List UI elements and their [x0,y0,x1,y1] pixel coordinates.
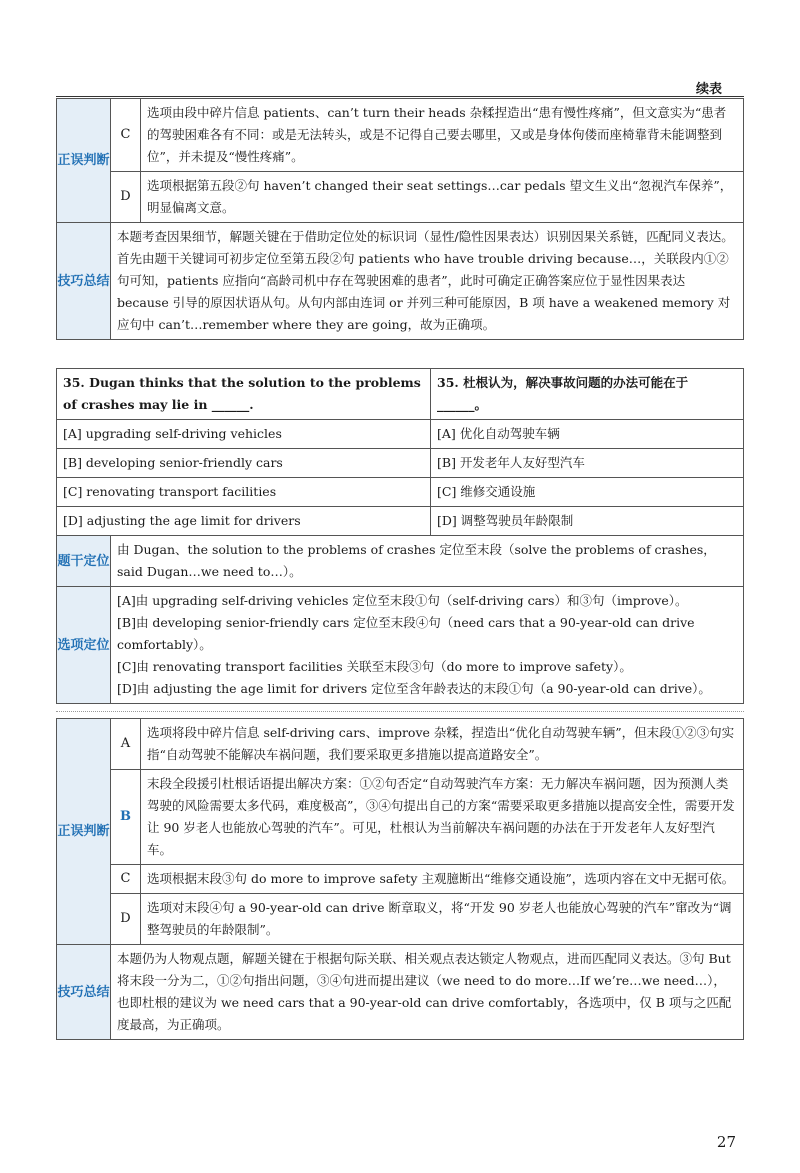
tips-label: 技巧总结 [57,223,111,340]
table-row [57,99,744,172]
option-chinese: [D] 调整驾驶员年龄限制 [431,507,744,536]
table-row [57,587,744,704]
top-rule [56,96,744,97]
correct-option-letter: B [111,770,141,865]
option-letter: A [111,719,141,770]
question-35-table [56,368,744,704]
option-location-cell [111,587,744,704]
table-row [57,223,744,340]
table-row [57,420,744,449]
option-english: [B] developing senior-friendly cars [57,449,431,478]
stem-location-text: 由 Dugan、the solution to the problems of crashes 定位至末段（solve the problems of crashes，said Dugan…we need to…）。 [111,536,744,587]
table-row [57,945,744,1040]
option-letter: D [111,172,141,223]
dotted-divider [56,711,744,712]
tips-text: 本题仍为人物观点题，解题关键在于根据句际关联、相关观点表达锁定人物观点，进而匹配同义表达。③句 But 将末段一分为二，①②句指出问题，③④句进而提出建议（we need to do more…If we’re…we need…），也即杜根的建议为 we need cars that a 90-year-old can drive comfortably，各选项中，仅 B 项与之匹配度最高，为正确项。 [111,945,744,1040]
option-location-label: 选项定位 [57,587,111,704]
tips-label: 技巧总结 [57,945,111,1040]
option-letter: D [111,894,141,945]
option-analysis: 选项将段中碎片信息 self-driving cars、improve 杂糅，捏造出“优化自动驾驶车辆”，但末段①②③句实指“自动驾驶不能解决车祸问题，我们要采取更多措施以提高道路安全”。 [141,719,744,770]
tips-text: 本题考查因果细节，解题关键在于借助定位处的标识词（显性/隐性因果表达）识别因果关系链，匹配同义表达。首先由题干关键词可初步定位至第五段②句 patients who have trouble driving because…，关联段内①②句可知，patients 应指向“高龄司机中存在驾驶困难的患者”，此时可确定正确答案应位于显性因果表达 because 引导的原因状语从句。从句内部由连词 or 并列三种可能原因，B 项 have a weakened memory 对应句中 can’t…remember where they are going，故为正确项。 [111,223,744,340]
option-analysis: 末段全段援引杜根话语提出解决方案：①②句否定“自动驾驶汽车方案：无力解决车祸问题，因为预测人类驾驶的风险需要太多代码，难度极高”，③④句提出自己的方案“需要采取更多措施以提高安全性，需要开发让 90 岁老人也能放心驾驶的汽车”。可见，杜根认为当前解决车祸问题的办法在于开发老年人友好型汽车。 [141,770,744,865]
table-row [57,536,744,587]
option-english: [C] renovating transport facilities [57,478,431,507]
option-location-line: [D]由 adjusting the age limit for drivers 定位至含年龄表达的末段①句（a 90-year-old can drive）。 [117,681,711,696]
option-analysis: 选项对末段④句 a 90-year-old can drive 断章取义，将“开发 90 岁老人也能放心驾驶的汽车”窜改为“调整驾驶员的年龄限制”。 [141,894,744,945]
option-location-line: [C]由 renovating transport facilities 关联至末段③句（do more to improve safety）。 [117,659,632,674]
option-chinese: [B] 开发老年人友好型汽车 [431,449,744,478]
option-chinese: [A] 优化自动驾驶车辆 [431,420,744,449]
option-letter: C [111,99,141,172]
table-row [57,478,744,507]
table-row [57,865,744,894]
question-english: 35. Dugan thinks that the solution to the problems of crashes may lie in ______. [57,369,431,420]
table-row [57,369,744,420]
table-row [57,894,744,945]
table-row [57,770,744,865]
analysis-table-34-continued [56,98,744,340]
analysis-table-35 [56,718,744,1040]
option-letter: C [111,865,141,894]
stem-location-label: 题干定位 [57,536,111,587]
question-chinese: 35. 杜根认为，解决事故问题的办法可能在于______。 [431,369,744,420]
correction-label: 正误判断 [57,99,111,223]
option-analysis: 选项根据末段③句 do more to improve safety 主观臆断出“维修交通设施”，选项内容在文中无据可依。 [141,865,744,894]
option-english: [D] adjusting the age limit for drivers [57,507,431,536]
option-english: [A] upgrading self-driving vehicles [57,420,431,449]
option-chinese: [C] 维修交通设施 [431,478,744,507]
option-analysis: 选项根据第五段②句 haven’t changed their seat settings…car pedals 望文生义出“忽视汽车保养”，明显偏离文意。 [141,172,744,223]
table-row [57,719,744,770]
option-location-line: [B]由 developing senior-friendly cars 定位至末段④句（need cars that a 90-year-old can drive comfortably）。 [117,615,695,652]
continued-label: 续表 [695,82,722,97]
page-number: 27 [716,1133,736,1151]
correction-label: 正误判断 [57,719,111,945]
option-location-line: [A]由 upgrading self-driving vehicles 定位至末段①句（self-driving cars）和③句（improve）。 [117,593,688,608]
table-row [57,507,744,536]
table-row [57,172,744,223]
option-analysis: 选项由段中碎片信息 patients、can’t turn their heads 杂糅捏造出“患有慢性疼痛”，但文意实为“患者的驾驶困难各有不同：或是无法转头，或是不记得自己要去哪里，又或是身体佝偻而座椅靠背未能调整到位”，并未提及“慢性疼痛”。 [141,99,744,172]
table-row [57,449,744,478]
